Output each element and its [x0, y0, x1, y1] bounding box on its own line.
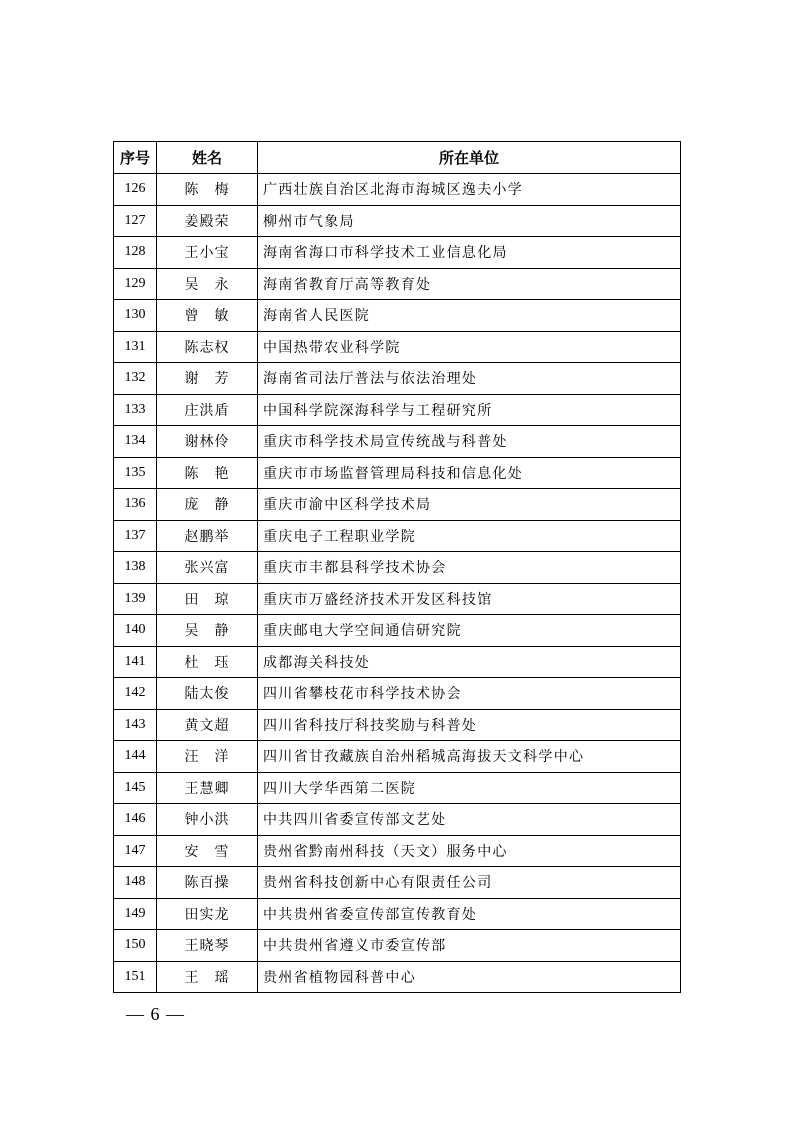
cell-serial-number: 127 — [114, 205, 157, 237]
cell-name: 吴 静 — [157, 615, 258, 647]
cell-unit: 中国热带农业科学院 — [258, 331, 681, 363]
table-row — [114, 930, 681, 962]
table-row — [114, 741, 681, 773]
cell-serial-number: 135 — [114, 457, 157, 489]
cell-serial-number: 129 — [114, 268, 157, 300]
cell-unit: 海南省司法厅普法与依法治理处 — [258, 363, 681, 395]
cell-serial-number: 141 — [114, 646, 157, 678]
cell-serial-number: 145 — [114, 772, 157, 804]
cell-unit: 重庆市科学技术局宣传统战与科普处 — [258, 426, 681, 458]
table-row — [114, 174, 681, 206]
cell-serial-number: 138 — [114, 552, 157, 584]
personnel-table — [113, 141, 681, 993]
cell-serial-number: 136 — [114, 489, 157, 521]
cell-serial-number: 140 — [114, 615, 157, 647]
cell-name: 陈 艳 — [157, 457, 258, 489]
cell-unit: 柳州市气象局 — [258, 205, 681, 237]
table-body — [114, 174, 681, 993]
table-row — [114, 237, 681, 269]
cell-serial-number: 151 — [114, 961, 157, 993]
cell-serial-number: 148 — [114, 867, 157, 899]
cell-name: 陈 梅 — [157, 174, 258, 206]
cell-name: 赵鹏举 — [157, 520, 258, 552]
table-row — [114, 489, 681, 521]
cell-unit: 重庆市万盛经济技术开发区科技馆 — [258, 583, 681, 615]
table-row — [114, 363, 681, 395]
table-header-row — [114, 142, 681, 174]
table-row — [114, 804, 681, 836]
cell-name: 王慧卿 — [157, 772, 258, 804]
cell-name: 姜殿荣 — [157, 205, 258, 237]
header-unit: 所在单位 — [258, 142, 681, 174]
cell-serial-number: 128 — [114, 237, 157, 269]
cell-serial-number: 137 — [114, 520, 157, 552]
cell-unit: 成都海关科技处 — [258, 646, 681, 678]
cell-serial-number: 130 — [114, 300, 157, 332]
cell-serial-number: 142 — [114, 678, 157, 710]
table-row — [114, 331, 681, 363]
cell-unit: 海南省人民医院 — [258, 300, 681, 332]
cell-name: 杜 珏 — [157, 646, 258, 678]
cell-unit: 海南省教育厅高等教育处 — [258, 268, 681, 300]
cell-serial-number: 131 — [114, 331, 157, 363]
cell-name: 陈百操 — [157, 867, 258, 899]
table-row — [114, 426, 681, 458]
cell-unit: 中国科学院深海科学与工程研究所 — [258, 394, 681, 426]
cell-name: 陈志权 — [157, 331, 258, 363]
cell-name: 田 琼 — [157, 583, 258, 615]
cell-name: 汪 洋 — [157, 741, 258, 773]
cell-unit: 四川省攀枝花市科学技术协会 — [258, 678, 681, 710]
table-row — [114, 835, 681, 867]
cell-serial-number: 126 — [114, 174, 157, 206]
cell-name: 田实龙 — [157, 898, 258, 930]
cell-unit: 中共四川省委宣传部文艺处 — [258, 804, 681, 836]
table-row — [114, 300, 681, 332]
cell-unit: 贵州省科技创新中心有限责任公司 — [258, 867, 681, 899]
cell-serial-number: 139 — [114, 583, 157, 615]
cell-serial-number: 134 — [114, 426, 157, 458]
cell-name: 张兴富 — [157, 552, 258, 584]
cell-serial-number: 143 — [114, 709, 157, 741]
cell-serial-number: 146 — [114, 804, 157, 836]
cell-name: 曾 敏 — [157, 300, 258, 332]
cell-unit: 中共贵州省委宣传部宣传教育处 — [258, 898, 681, 930]
cell-unit: 重庆市丰都县科学技术协会 — [258, 552, 681, 584]
page-number: — 6 — — [126, 1004, 185, 1024]
cell-unit: 贵州省植物园科普中心 — [258, 961, 681, 993]
table-row — [114, 961, 681, 993]
cell-unit: 四川省科技厅科技奖励与科普处 — [258, 709, 681, 741]
table-row — [114, 678, 681, 710]
cell-name: 钟小洪 — [157, 804, 258, 836]
cell-unit: 重庆邮电大学空间通信研究院 — [258, 615, 681, 647]
cell-unit: 广西壮族自治区北海市海城区逸夫小学 — [258, 174, 681, 206]
table-row — [114, 898, 681, 930]
cell-unit: 海南省海口市科学技术工业信息化局 — [258, 237, 681, 269]
header-serial-number: 序号 — [114, 142, 157, 174]
table-row — [114, 457, 681, 489]
cell-serial-number: 149 — [114, 898, 157, 930]
table-row — [114, 867, 681, 899]
header-name: 姓名 — [157, 142, 258, 174]
table-row — [114, 583, 681, 615]
cell-serial-number: 133 — [114, 394, 157, 426]
cell-serial-number: 132 — [114, 363, 157, 395]
cell-unit: 重庆市市场监督管理局科技和信息化处 — [258, 457, 681, 489]
table-row — [114, 205, 681, 237]
cell-name: 陆太俊 — [157, 678, 258, 710]
cell-unit: 贵州省黔南州科技（天文）服务中心 — [258, 835, 681, 867]
table-row — [114, 772, 681, 804]
cell-serial-number: 150 — [114, 930, 157, 962]
cell-name: 黄文超 — [157, 709, 258, 741]
cell-name: 王 瑶 — [157, 961, 258, 993]
cell-name: 谢林伶 — [157, 426, 258, 458]
cell-name: 谢 芳 — [157, 363, 258, 395]
table-row — [114, 552, 681, 584]
cell-unit: 重庆市渝中区科学技术局 — [258, 489, 681, 521]
table-row — [114, 520, 681, 552]
cell-name: 庞 静 — [157, 489, 258, 521]
cell-unit: 中共贵州省遵义市委宣传部 — [258, 930, 681, 962]
cell-unit: 重庆电子工程职业学院 — [258, 520, 681, 552]
table-row — [114, 394, 681, 426]
table-row — [114, 646, 681, 678]
table-row — [114, 709, 681, 741]
cell-name: 王小宝 — [157, 237, 258, 269]
table-row — [114, 268, 681, 300]
cell-unit: 四川大学华西第二医院 — [258, 772, 681, 804]
cell-unit: 四川省甘孜藏族自治州稻城高海拔天文科学中心 — [258, 741, 681, 773]
table-row — [114, 615, 681, 647]
cell-name: 吴 永 — [157, 268, 258, 300]
cell-name: 安 雪 — [157, 835, 258, 867]
cell-name: 王晓琴 — [157, 930, 258, 962]
cell-name: 庄洪盾 — [157, 394, 258, 426]
cell-serial-number: 147 — [114, 835, 157, 867]
cell-serial-number: 144 — [114, 741, 157, 773]
